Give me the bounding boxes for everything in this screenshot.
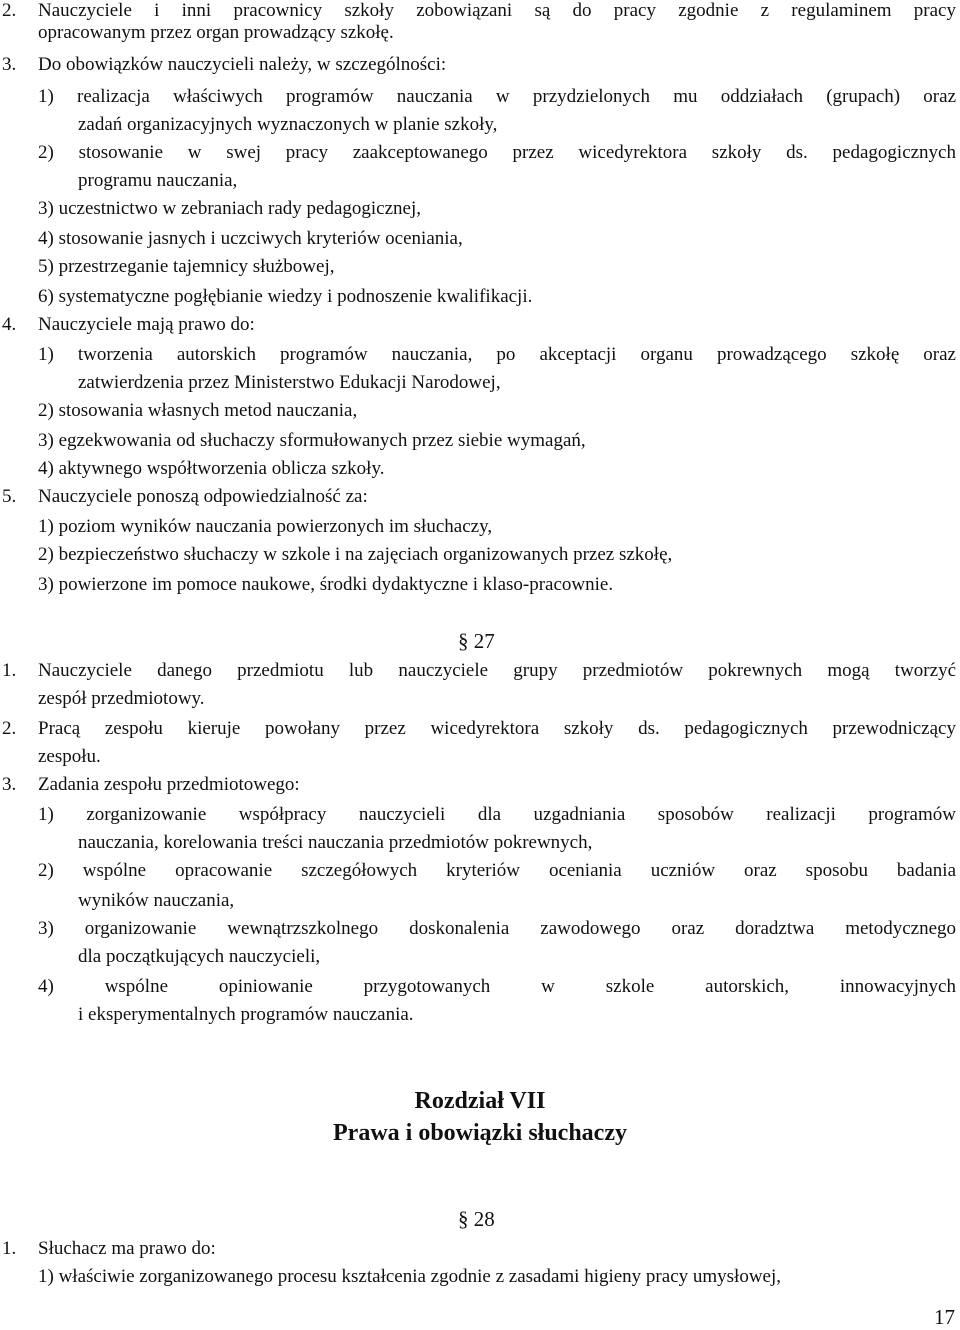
list-item: 5) przestrzeganie tajemnicy służbowej,	[38, 256, 335, 277]
chapter-title: Rozdział VII	[414, 1088, 546, 1114]
paragraph-text: Nauczyciele ponoszą odpowiedzialność za:	[38, 486, 368, 507]
paragraph-text: zespołu.	[38, 746, 101, 767]
paragraph-number: 4.	[2, 314, 17, 335]
paragraph-number: 1.	[2, 1238, 17, 1259]
list-item: 4) wspólne opiniowanie przygotowanych w szkole autorskich, innowacyjnych	[38, 976, 956, 997]
list-item: 3) egzekwowania od słuchaczy sformułowanych przez siebie wymagań,	[38, 430, 586, 451]
section-heading: § 27	[458, 629, 495, 653]
paragraph-text: Pracą zespołu kieruje powołany przez wicedyrektora szkoły ds. pedagogicznych przewodniczący	[38, 718, 956, 739]
chapter-subtitle: Prawa i obowiązki słuchaczy	[333, 1120, 627, 1146]
page-number: 17	[934, 1305, 955, 1329]
paragraph-number: 2.	[2, 0, 17, 21]
paragraph-text: Nauczyciele i inni pracownicy szkoły zobowiązani są do pracy zgodnie z regulaminem pracy	[38, 0, 956, 21]
list-item: 1) zorganizowanie współpracy nauczycieli dla uzgadniania sposobów realizacji programów	[38, 804, 956, 825]
list-item: 2) bezpieczeństwo słuchaczy w szkole i na zajęciach organizowanych przez szkołę,	[38, 544, 673, 565]
paragraph-text: opracowanym przez organ prowadzący szkołę.	[38, 22, 394, 43]
list-item: 2) stosowanie w swej pracy zaakceptowanego przez wicedyrektora szkoły ds. pedagogicznych	[38, 142, 956, 163]
list-item: zatwierdzenia przez Ministerstwo Edukacji Narodowej,	[78, 372, 501, 393]
paragraph-text: Nauczyciele mają prawo do:	[38, 314, 255, 335]
list-item: 1) poziom wyników nauczania powierzonych im słuchaczy,	[38, 516, 493, 537]
paragraph-number: 3.	[2, 54, 17, 75]
list-item: wyników nauczania,	[78, 890, 235, 911]
list-item: dla początkujących nauczycieli,	[78, 946, 321, 967]
list-item: 4) stosowanie jasnych i uczciwych kryteriów oceniania,	[38, 228, 463, 249]
list-item: 1) właściwie zorganizowanego procesu kształcenia zgodnie z zasadami higieny pracy umysłowej,	[38, 1266, 782, 1287]
list-item: 4) aktywnego współtworzenia oblicza szkoły.	[38, 458, 385, 479]
list-item: 3) powierzone im pomoce naukowe, środki dydaktyczne i klaso-pracownie.	[38, 574, 614, 595]
paragraph-text: zespół przedmiotowy.	[38, 688, 205, 709]
list-item: 3) organizowanie wewnątrzszkolnego doskonalenia zawodowego oraz doradztwa metodycznego	[38, 918, 956, 939]
paragraph-number: 1.	[2, 660, 17, 681]
paragraph-text: Nauczyciele danego przedmiotu lub nauczyciele grupy przedmiotów pokrewnych mogą tworzyć	[38, 660, 956, 681]
list-item: 1) tworzenia autorskich programów nauczania, po akceptacji organu prowadzącego szkołę oraz	[38, 344, 956, 365]
section-heading: § 28	[458, 1207, 495, 1231]
list-item: 6) systematyczne pogłębianie wiedzy i podnoszenie kwalifikacji.	[38, 286, 533, 307]
list-item: 2) wspólne opracowanie szczegółowych kryteriów oceniania uczniów oraz sposobu badania	[38, 860, 956, 881]
paragraph-text: Do obowiązków nauczycieli należy, w szczególności:	[38, 54, 447, 75]
paragraph-text: Słuchacz ma prawo do:	[38, 1238, 216, 1259]
list-item: i eksperymentalnych programów nauczania.	[78, 1004, 414, 1025]
paragraph-text: Zadania zespołu przedmiotowego:	[38, 774, 300, 795]
list-item: 3) uczestnictwo w zebraniach rady pedagogicznej,	[38, 198, 421, 219]
list-item: zadań organizacyjnych wyznaczonych w planie szkoły,	[78, 114, 498, 135]
list-item: 2) stosowania własnych metod nauczania,	[38, 400, 358, 421]
list-item: nauczania, korelowania treści nauczania przedmiotów pokrewnych,	[78, 832, 593, 853]
list-item: programu nauczania,	[78, 170, 238, 191]
paragraph-number: 5.	[2, 486, 17, 507]
list-item: 1) realizacja właściwych programów nauczania w przydzielonych mu oddziałach (grupach) oraz	[38, 86, 956, 107]
paragraph-number: 2.	[2, 718, 17, 739]
paragraph-number: 3.	[2, 774, 17, 795]
